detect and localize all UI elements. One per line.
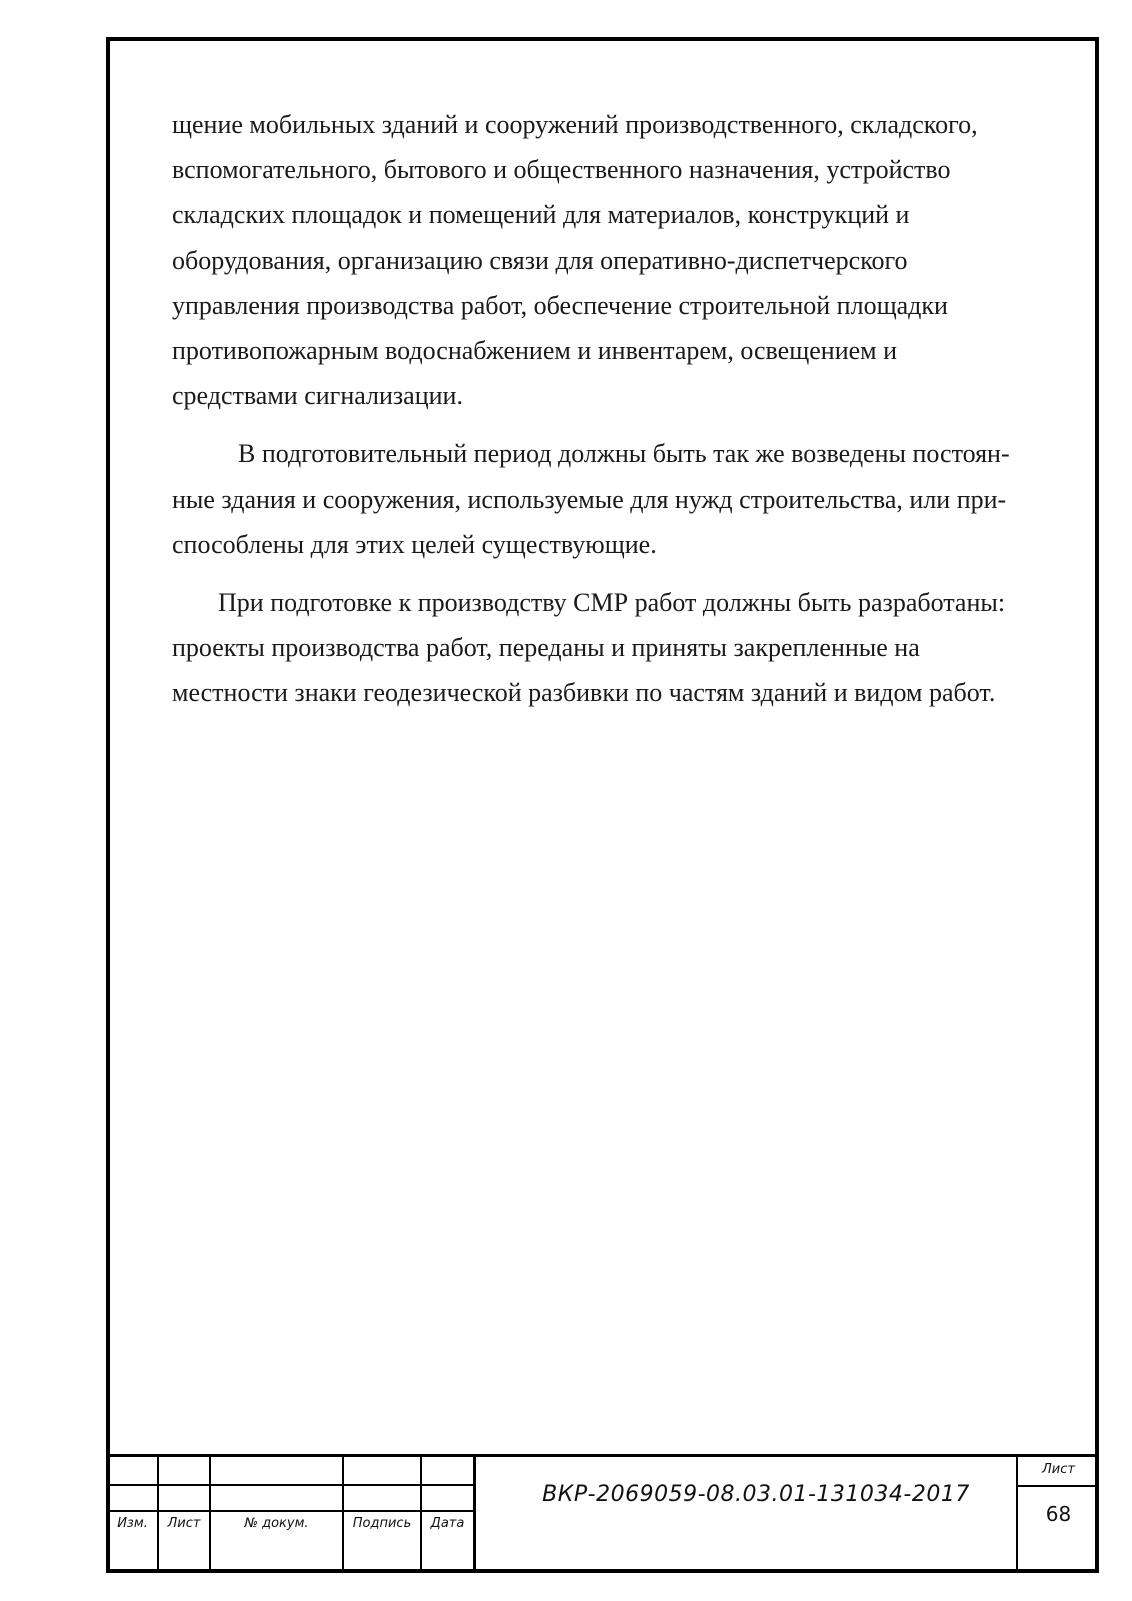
caption-izm: Изм. <box>117 1516 148 1531</box>
text-line: складских площадок и помещений для материалов, конструкций и <box>172 200 910 230</box>
caption-list: Лист <box>167 1516 201 1531</box>
text-line: щение мобильных зданий и сооружений производственного, складского, <box>172 110 978 139</box>
caption-signature: Подпись <box>352 1516 412 1531</box>
text-line: вспомогательного, бытового и общественного назначения, устройство <box>172 155 951 185</box>
text-line: местности знаки геодезической разбивки по частям зданий и видом работ. <box>172 678 996 708</box>
text-line: способлены для этих целей существующие. <box>172 529 657 559</box>
document-code: ВКР-2069059-08.03.01-131034-2017 <box>542 1482 970 1507</box>
text-line: В подготовительный период должны быть так же возведены постоян- <box>238 439 1010 469</box>
paragraph-2 <box>172 431 1044 567</box>
text-line: При подготовке к производству СМР работ должны быть разработаны: <box>218 588 1006 618</box>
paragraph-3 <box>172 580 1044 716</box>
sheet-label: Лист <box>1042 1462 1075 1477</box>
text-line: проекты производства работ, переданы и приняты закрепленные на <box>172 633 920 663</box>
text-line: ные здания и сооружения, используемые для нужд строительства, или при- <box>172 484 1007 514</box>
sheet-number: 68 <box>1045 1502 1072 1526</box>
text-line: управления производства работ, обеспечение строительной площадки <box>172 290 948 320</box>
caption-date: Дата <box>430 1516 465 1531</box>
paragraph-1 <box>172 102 1044 418</box>
text-line: оборудования, организацию связи для оперативно-диспетчерского <box>172 245 908 275</box>
document-body <box>172 102 1044 716</box>
text-line: средствами сигнализации. <box>172 381 463 411</box>
text-line: противопожарным водоснабжением и инвентарем, освещением и <box>172 336 898 366</box>
caption-doc-no: № докум. <box>244 1516 309 1531</box>
